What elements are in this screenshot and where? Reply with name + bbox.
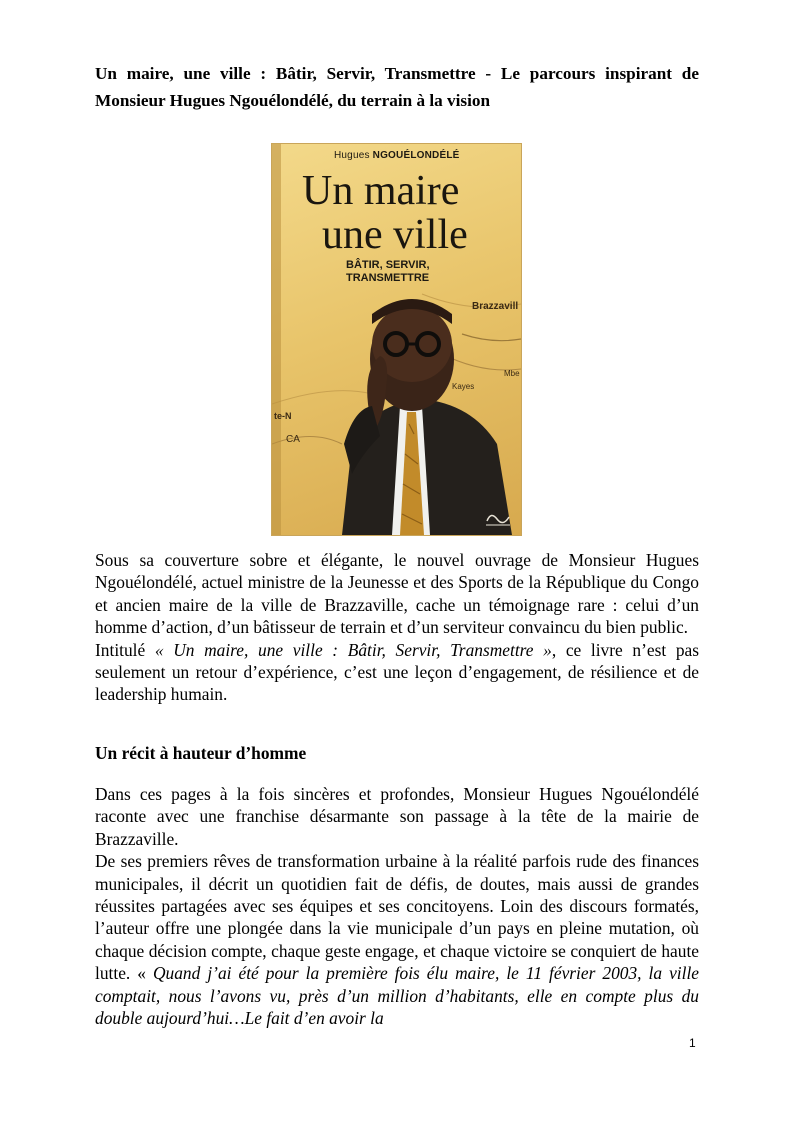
cover-title-line2: une ville	[322, 212, 468, 258]
intro-section	[95, 549, 699, 706]
story-paragraph: Dans ces pages à la fois sincères et profondes, Monsieur Hugues Ngouélondélé raconte avec une franchise désarmante son passage à la tête de la mairie de Brazzaville.	[95, 784, 699, 849]
section-heading: Un récit à hauteur d’homme	[95, 743, 307, 763]
story-paragraph-2: De ses premiers rêves de transformation urbaine à la réalité parfois rude des finances municipales, il décrit un quotidien fait de défis, de doutes, mais aussi de grandes réussites partagées avec ses équipes et ses concitoyens. Loin des discours formatés, l’auteur offre une plongée dans la vie municipale d’un pays en pleine mutation, où chaque décision compte, chaque geste engage, et chaque victoire se conquiert de haute lutte. « Quand j’ai été pour la première fois élu maire, le 11 février 2003, la ville comptait, nous l’avons vu, près d’un million d’habitants, elle en compte plus du double aujourd’hui…Le fait d’en avoir la	[95, 851, 700, 1029]
title-paragraph: Intitulé « Un maire, une ville : Bâtir, Servir, Transmettre », ce livre n’est pas seulement un retour d’expérience, c’est une leçon d’engagement, de résilience et de leadership humain.	[95, 639, 700, 705]
book-cover-image	[272, 144, 521, 535]
page-number: 1	[689, 1036, 696, 1050]
map-label: Brazzavill	[472, 301, 519, 312]
article-title: Un maire, une ville : Bâtir, Servir, Transmettre - Le parcours inspirant de Monsieur Hugues Ngouélondélé, du terrain à la vision	[95, 64, 699, 110]
map-label: CA	[286, 434, 300, 445]
cover-title-line1: Un maire	[302, 168, 460, 214]
cover-map-labels	[272, 144, 521, 535]
map-label: Mbe	[504, 369, 520, 378]
cover-subtitle: BÂTIR, SERVIR, TRANSMETTRE	[346, 259, 430, 284]
map-label: te-N	[274, 411, 292, 421]
map-label: Kayes	[452, 382, 475, 391]
cover-author: Hugues NGOUÉLONDÉLÉ	[334, 150, 460, 161]
intro-paragraph: Sous sa couverture sobre et élégante, le nouvel ouvrage de Monsieur Hugues Ngouélondélé, actuel ministre de la Jeunesse et des Sports de la République du Congo et ancien maire de la ville de Brazzaville, cache un témoignage rare : celui d’un homme d’action, d’un bâtisseur de terrain et d’un serviteur convaincu du bien public.	[95, 550, 699, 638]
publisher-logo	[483, 509, 513, 529]
story-section	[95, 783, 699, 1029]
